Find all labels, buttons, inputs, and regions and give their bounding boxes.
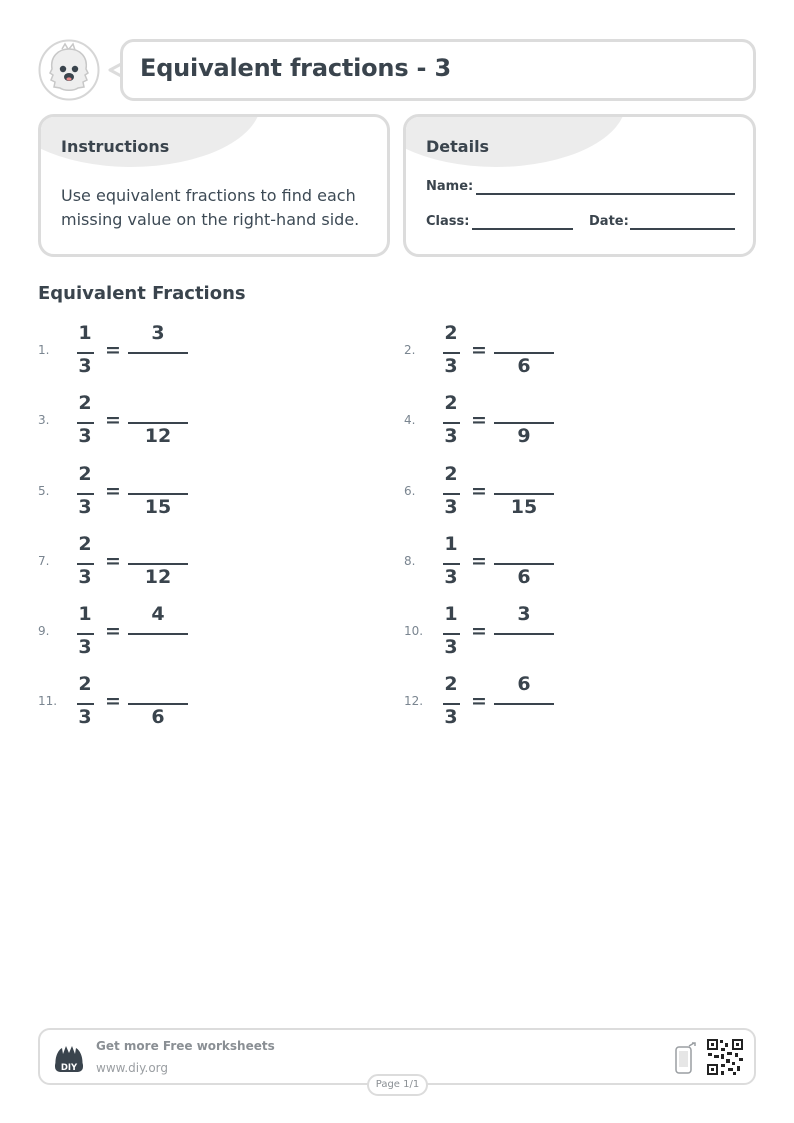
class-field[interactable] bbox=[472, 228, 573, 230]
problem-8 bbox=[404, 530, 604, 596]
fraction-denominator: 3 bbox=[444, 706, 458, 728]
problem-number: 7. bbox=[38, 554, 50, 568]
answer-bar bbox=[128, 352, 188, 354]
answer-bar bbox=[494, 352, 554, 354]
details-panel bbox=[403, 114, 756, 257]
details-heading: Details bbox=[426, 137, 490, 156]
answer-denominator[interactable]: 15 bbox=[144, 496, 172, 518]
answer-bar bbox=[128, 633, 188, 635]
problem-number: 9. bbox=[38, 624, 50, 638]
fraction-bar bbox=[443, 422, 460, 424]
instructions-heading: Instructions bbox=[61, 137, 170, 156]
instructions-panel bbox=[38, 114, 390, 257]
equals-sign: = bbox=[471, 480, 487, 502]
fraction-denominator: 3 bbox=[444, 636, 458, 658]
answer-bar bbox=[128, 703, 188, 705]
answer-denominator[interactable]: 12 bbox=[144, 566, 172, 588]
fraction-numerator: 2 bbox=[444, 463, 458, 485]
answer-bar bbox=[128, 493, 188, 495]
fraction-numerator: 2 bbox=[78, 392, 92, 414]
class-label: Class: bbox=[426, 214, 470, 229]
fraction-bar bbox=[77, 422, 94, 424]
fraction-denominator: 3 bbox=[78, 566, 92, 588]
problem-number: 2. bbox=[404, 343, 416, 357]
equals-sign: = bbox=[105, 480, 121, 502]
equals-sign: = bbox=[105, 409, 121, 431]
name-label: Name: bbox=[426, 179, 474, 194]
fraction-denominator: 3 bbox=[444, 355, 458, 377]
fraction-numerator: 2 bbox=[78, 533, 92, 555]
fraction-numerator: 2 bbox=[444, 392, 458, 414]
fraction-numerator: 2 bbox=[78, 673, 92, 695]
answer-denominator[interactable]: 6 bbox=[517, 355, 531, 377]
equals-sign: = bbox=[471, 550, 487, 572]
qr-code-icon[interactable] bbox=[706, 1038, 744, 1076]
problem-number: 5. bbox=[38, 484, 50, 498]
problem-number: 3. bbox=[38, 413, 50, 427]
problem-6 bbox=[404, 460, 604, 526]
fraction-bar bbox=[77, 352, 94, 354]
answer-numerator[interactable]: 3 bbox=[517, 603, 531, 625]
fraction-numerator: 1 bbox=[78, 603, 92, 625]
date-label: Date: bbox=[589, 214, 629, 229]
problem-number: 4. bbox=[404, 413, 416, 427]
problem-4 bbox=[404, 389, 604, 455]
fraction-bar bbox=[77, 563, 94, 565]
answer-denominator[interactable]: 6 bbox=[151, 706, 165, 728]
problem-2 bbox=[404, 319, 604, 385]
fraction-denominator: 3 bbox=[78, 636, 92, 658]
answer-bar bbox=[494, 493, 554, 495]
fraction-denominator: 3 bbox=[444, 566, 458, 588]
fraction-bar bbox=[443, 352, 460, 354]
fraction-bar bbox=[443, 563, 460, 565]
equals-sign: = bbox=[471, 409, 487, 431]
problem-number: 10. bbox=[404, 624, 424, 638]
problem-number: 11. bbox=[38, 694, 58, 708]
answer-denominator[interactable]: 9 bbox=[517, 425, 531, 447]
fraction-denominator: 3 bbox=[78, 706, 92, 728]
logo-text: DIY bbox=[60, 1063, 78, 1073]
phone-scan-icon bbox=[674, 1042, 696, 1076]
instructions-text: Use equivalent fractions to find each missing value on the right-hand side. bbox=[61, 186, 360, 229]
page-indicator: Page 1/1 bbox=[367, 1074, 428, 1096]
fraction-bar bbox=[77, 493, 94, 495]
problem-1 bbox=[38, 319, 238, 385]
equals-sign: = bbox=[105, 550, 121, 572]
answer-denominator[interactable]: 6 bbox=[517, 566, 531, 588]
equals-sign: = bbox=[105, 339, 121, 361]
site-link[interactable]: www.diy.org bbox=[96, 1061, 168, 1075]
answer-bar bbox=[494, 703, 554, 705]
fraction-denominator: 3 bbox=[78, 496, 92, 518]
fraction-numerator: 1 bbox=[444, 533, 458, 555]
name-field[interactable] bbox=[476, 193, 735, 195]
answer-denominator[interactable]: 15 bbox=[510, 496, 538, 518]
fraction-bar bbox=[77, 633, 94, 635]
equals-sign: = bbox=[471, 620, 487, 642]
answer-bar bbox=[128, 563, 188, 565]
fraction-bar bbox=[443, 493, 460, 495]
section-title: Equivalent Fractions bbox=[38, 283, 246, 304]
fraction-denominator: 3 bbox=[78, 425, 92, 447]
problem-number: 1. bbox=[38, 343, 50, 357]
equals-sign: = bbox=[471, 690, 487, 712]
problem-number: 8. bbox=[404, 554, 416, 568]
answer-bar bbox=[128, 422, 188, 424]
problem-5 bbox=[38, 460, 238, 526]
fraction-bar bbox=[443, 703, 460, 705]
mascot-icon bbox=[38, 39, 100, 101]
fraction-denominator: 3 bbox=[78, 355, 92, 377]
problem-10 bbox=[404, 600, 604, 666]
page-title: Equivalent fractions - 3 bbox=[140, 54, 451, 82]
answer-bar bbox=[494, 633, 554, 635]
problem-number: 12. bbox=[404, 694, 424, 708]
answer-denominator[interactable]: 12 bbox=[144, 425, 172, 447]
diy-logo-icon bbox=[52, 1042, 86, 1076]
fraction-denominator: 3 bbox=[444, 496, 458, 518]
answer-bar bbox=[494, 563, 554, 565]
problem-3 bbox=[38, 389, 238, 455]
problem-7 bbox=[38, 530, 238, 596]
answer-numerator[interactable]: 6 bbox=[517, 673, 531, 695]
answer-bar bbox=[494, 422, 554, 424]
title-box bbox=[120, 39, 756, 101]
fraction-bar bbox=[77, 703, 94, 705]
equals-sign: = bbox=[471, 339, 487, 361]
answer-numerator[interactable]: 3 bbox=[151, 322, 165, 344]
problem-number: 6. bbox=[404, 484, 416, 498]
problem-11 bbox=[38, 670, 238, 736]
equals-sign: = bbox=[105, 690, 121, 712]
fraction-numerator: 2 bbox=[444, 673, 458, 695]
problem-9 bbox=[38, 600, 238, 666]
fraction-numerator: 1 bbox=[444, 603, 458, 625]
fraction-denominator: 3 bbox=[444, 425, 458, 447]
equals-sign: = bbox=[105, 620, 121, 642]
fraction-bar bbox=[443, 633, 460, 635]
fraction-numerator: 1 bbox=[78, 322, 92, 344]
promo-text: Get more Free worksheets bbox=[96, 1039, 275, 1053]
problem-12 bbox=[404, 670, 604, 736]
fraction-numerator: 2 bbox=[78, 463, 92, 485]
date-field[interactable] bbox=[630, 228, 735, 230]
answer-numerator[interactable]: 4 bbox=[151, 603, 165, 625]
fraction-numerator: 2 bbox=[444, 322, 458, 344]
